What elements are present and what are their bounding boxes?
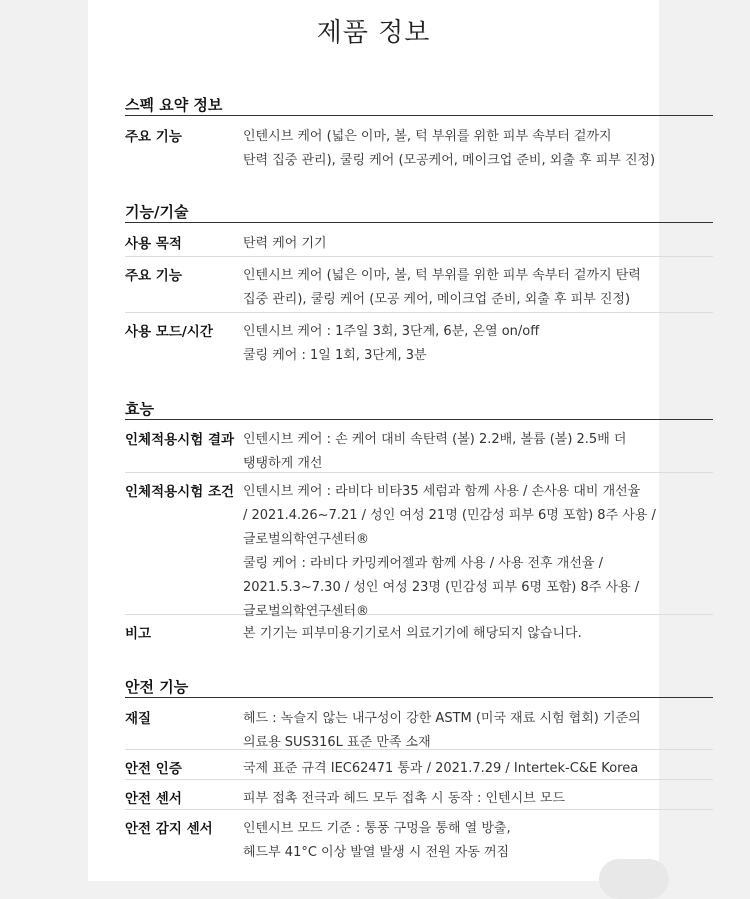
spec-row-value-line: 피부 접촉 전극과 헤드 모두 접촉 시 동작 : 인텐시브 모드 [243, 791, 565, 806]
section-rule-function [125, 222, 713, 223]
spec-row-value [243, 264, 641, 312]
section-title-function: 기능/기술 [125, 203, 189, 221]
spec-row-value-line: 헤드부 41°C 이상 발열 발생 시 전원 자동 꺼짐 [243, 845, 510, 860]
spec-row-value-line: / 2021.4.26~7.21 / 성인 여성 21명 (민감성 피부 6명 포함) 8주 사용 / [243, 508, 656, 523]
spec-row-value-line: 집중 관리), 쿨링 케어 (모공 케어, 메이크업 준비, 외출 후 피부 진정) [243, 292, 631, 307]
spec-row-value-line: 인텐시브 케어 (넓은 이마, 볼, 턱 부위를 위한 피부 속부터 겉까지 [243, 129, 612, 144]
spec-row-value-line: 헤드 : 녹슬지 않는 내구성이 강한 ASTM (미국 재료 시험 협회) 기준의 [243, 711, 641, 726]
spec-row-value-line: 인텐시브 케어 : 라비다 비타35 세럼과 함께 사용 / 손사용 대비 개선율 [243, 484, 641, 499]
spec-row-value-line: 글로벌의학연구센터® [243, 532, 370, 547]
section-rule-spec [125, 115, 713, 116]
spec-row-value-line: 의료용 SUS316L 표준 만족 소재 [243, 735, 431, 750]
spec-row-label: 주요 기능 [125, 268, 182, 284]
section-title-efficacy: 효능 [125, 400, 154, 418]
spec-row-value-line: 인텐시브 케어 (넓은 이마, 볼, 턱 부위를 위한 피부 속부터 겉까지 탄력 [243, 268, 641, 283]
spec-row-label: 주요 기능 [125, 129, 182, 145]
spec-row-value-line: 탄력 집중 관리), 쿨링 케어 (모공케어, 메이크업 준비, 외출 후 피부 진정) [243, 153, 656, 168]
section-rule-efficacy [125, 419, 713, 420]
spec-row-value [243, 787, 633, 811]
row-divider [125, 256, 713, 257]
spec-row-value-line: 탄력 케어 기기 [243, 236, 327, 251]
spec-row-label: 사용 목적 [125, 236, 182, 252]
spec-row-value [243, 320, 633, 368]
row-divider [125, 312, 713, 313]
spec-row-value-line: 인텐시브 모드 기준 : 통풍 구멍을 통해 열 방출, [243, 821, 511, 836]
spec-row-value [243, 707, 641, 755]
section-title-spec: 스펙 요약 정보 [125, 96, 223, 114]
spec-row-label: 안전 인증 [125, 761, 182, 777]
spec-row-value [243, 622, 633, 646]
section-rule-safety [125, 697, 713, 698]
spec-row-value [243, 480, 656, 624]
spec-row-value [243, 757, 639, 781]
spec-row-value-line: 국제 표준 규격 IEC62471 통과 / 2021.7.29 / Intertek-C&E Korea [243, 761, 639, 776]
spec-row-value-line: 쿨링 케어 : 1일 1회, 3단계, 3분 [243, 348, 427, 363]
spec-row-label: 안전 센서 [125, 791, 182, 807]
spec-row-value-line: 쿨링 케어 : 라비다 카밍케어젤과 함께 사용 / 사용 전후 개선율 / [243, 556, 603, 571]
spec-row-value [243, 428, 633, 476]
spec-row-label: 비고 [125, 626, 152, 642]
spec-row-label: 안전 감지 센서 [125, 821, 213, 837]
section-title-safety: 안전 기능 [125, 678, 189, 696]
spec-row-label: 인체적용시험 조건 [125, 484, 235, 500]
spec-row-value-line: 글로벌의학연구센터® [243, 604, 370, 619]
spec-row-value-line: 2021.5.3~7.30 / 성인 여성 23명 (민감성 피부 6명 포함) 8주 사용 / [243, 580, 640, 595]
spec-row-value-line: 인텐시브 케어 : 1주일 3회, 3단계, 6분, 온열 on/off [243, 324, 540, 339]
corner-decoration [599, 859, 669, 899]
spec-row-value [243, 817, 633, 865]
spec-row-value-line: 인텐시브 케어 : 손 케어 대비 속탄력 (볼) 2.2배, 볼륨 (볼) 2.5배 더 [243, 432, 627, 447]
page-title: 제품 정보 [316, 18, 431, 48]
spec-row-value [243, 232, 633, 256]
spec-row-value-line: 본 기기는 피부미용기기로서 의료기기에 해당되지 않습니다. [243, 626, 582, 641]
spec-row-value [243, 125, 656, 173]
spec-row-label: 재질 [125, 711, 152, 727]
spec-row-value-line: 탱탱하게 개선 [243, 456, 323, 471]
spec-row-label: 인체적용시험 결과 [125, 432, 235, 448]
spec-row-label: 사용 모드/시간 [125, 324, 213, 340]
